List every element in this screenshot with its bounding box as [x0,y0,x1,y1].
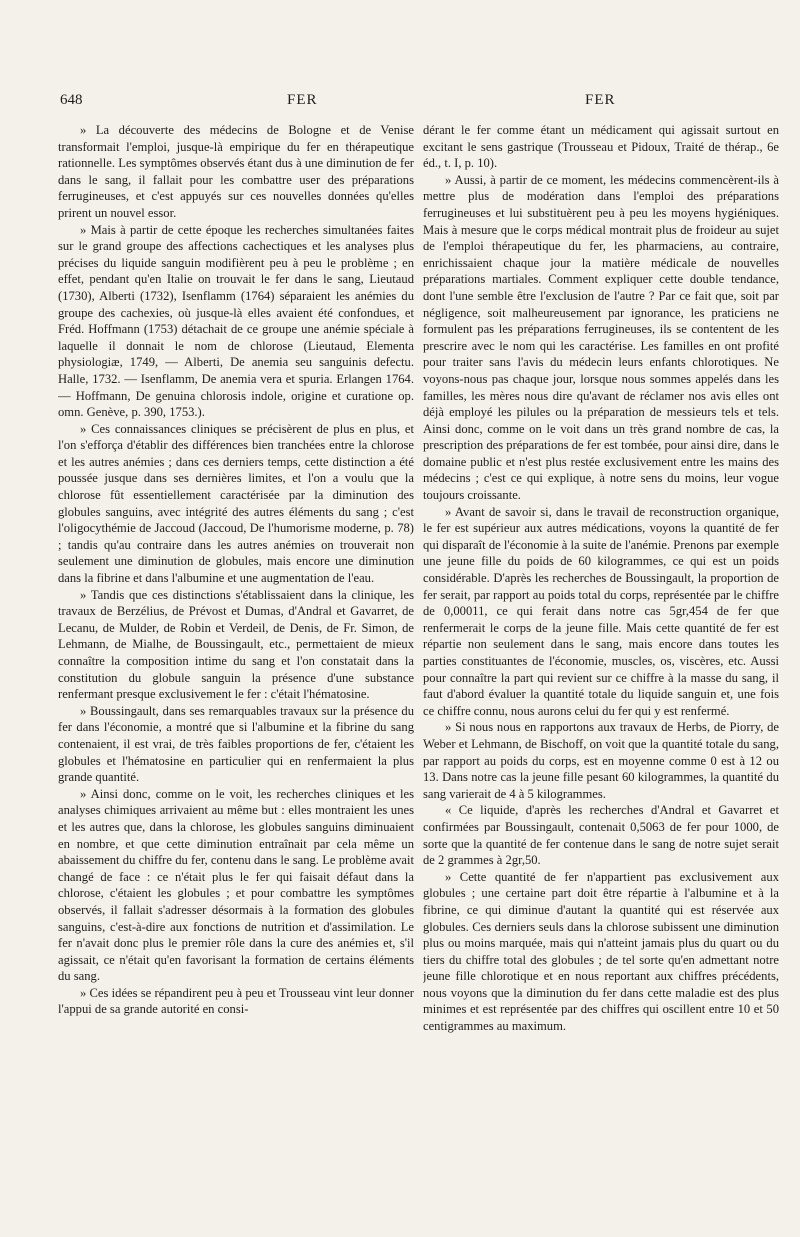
right-column [423,122,779,1142]
paragraph: » Ainsi donc, comme on le voit, les recherches cliniques et les analyses chimiques arrivaient au même but : elles montraient les unes et les autres que, dans la chlorose, les globules sanguins diminuaient en nombre, et que cette diminution entraînait par cela même un abaissement du chiffre du fer, contenu dans le sang. Le problème avait changé de face : ce n'était plus le fer qui faisait défaut dans la chlorose, c'étaient les globules ; et pour combattre les symptômes observés, il fallait s'adresser désormais à la formation des globules sanguins, c'est-à-dire aux fonctions de nutrition et d'assimilation. Le fer n'avait donc plus le premier rôle dans la cure des anémies et, s'il agissait, ce n'était qu'en favorisant la formation de certains éléments du sang. [58,786,414,984]
paragraph: » Ces connaissances cliniques se précisèrent de plus en plus, et l'on s'efforça d'établir des différences bien tranchées entre la chlorose et les autres anémies ; dans ces derniers temps, cette distinction a été poussée jusque dans ses dernières limites, et l'on a voulu que la chlorose fût essentiellement caractérisée par la diminution des globules sanguins, avec intégrité des autres éléments du sang ; c'est l'oligocythémie de Jaccoud (Jaccoud, De l'humorisme moderne, p. 78) ; tandis qu'au contraire dans les autres anémies on trouverait non seulement une diminution de globules, mais encore une diminution dans la fibrine et dans l'albumine et une augmentation de l'eau. [58,421,414,586]
paragraph: « Ce liquide, d'après les recherches d'Andral et Gavarret et confirmées par Boussingault, contenait 0,5063 de fer pour 1000, de sorte que la quantité de fer contenue dans le sang de notre sujet serait de 2 grammes à 2gr,50. [423,803,779,868]
running-head-right: FER [585,92,616,108]
paragraph: » Aussi, à partir de ce moment, les médecins commencèrent-ils à mettre plus de modération dans l'emploi des préparations ferrugineuses et lui substituèrent peu à peu les moyens hygiéniques. Mais à mesure que le corps médical montrait plus de froideur au sujet de l'emploi thérapeutique du fer, les pharmaciens, au contraire, enrichissaient chaque jour la matière médicale de nouvelles préparations martiales. Comment expliquer cette double tendance, dont l'une semble être l'exclusion de l'autre ? Par ce fait que, soit par négligence, soit malheureusement par ignorance, les praticiens ne formulent pas les préparations ferrugineuses, ils se contentent de les prescrire avec le nom qui les caractérise. Les familles en ont profité pour traiter sans l'avis du médecin leurs enfants chlorotiques. Ne voyons-nous pas chaque jour, lorsque nous sommes appelés dans les familles, les mères nous dire qu'avant de réclamer nos avis elles ont déjà employé les pilules ou la préparation de messieurs tels et tels. Ainsi donc, comme on le voit dans un très grand nombre de cas, la prescription des préparations de fer est tombée, pour ainsi dire, dans le domaine public et n'est plus restée exclusivement entre les mains des médecins ; c'est ce qui explique, à notre sens du moins, leur vogue toujours croissante. [423,172,779,503]
paragraph-continued: dérant le fer comme étant un médicament qui agissait surtout en excitant le sens gastrique (Trousseau et Pidoux, Traité de thérap., 6e éd., t. I, p. 10). [423,123,779,171]
paragraph: » La découverte des médecins de Bologne et de Venise transformait l'emploi, jusque-là empirique du fer en thérapeutique rationnelle. Les symptômes observés étant dus à une diminution de fer dans le sang, il fallait pour les combattre user des préparations ferrugineuses, et c'est appuyés sur ces nouvelles données qu'elles prirent un nouvel essor. [58,123,414,220]
paragraph: » Tandis que ces distinctions s'établissaient dans la clinique, les travaux de Berzélius, de Prévost et Dumas, d'Andral et Gavarret, de Lecanu, de Mulder, de Robin et Verdeil, de Denis, de Fr. Simon, de Lehmann, de Mialhe, de Boussingault, etc., permettaient de mieux connaître la composition intime du sang et l'on constatait dans la constitution du globule sanguin la présence d'une substance renfermant presque exclusivement le fer : c'était l'hématosine. [58,587,414,702]
paragraph: » Mais à partir de cette époque les recherches simultanées faites sur le grand groupe des affections cachectiques et les analyses plus précises du liquide sanguin modifièrent peu à peu le problème ; en effet, pendant qu'en Italie on trouvait le fer dans le sang, Lieutaud (1730), Alberti (1732), Isenflamm (1764) séparaient les anémies du groupe des cachexies, où jusque-là elles avaient été confondues, et Fréd. Hoffmann (1753) détachait de ce groupe une anémie spéciale à laquelle il donnait le nom de chlorose (Lieutaud, Elementa physiologiæ, 1749, — Alberti, De anemia seu sanguinis defectu. Halle, 1732. — Isenflamm, De anemia vera et spuria. Erlangen 1764. — Hoffmann, De genuina chlorosis indole, origine et curatione op. omn. Genève, p. 390, 1753.). [58,222,414,420]
paragraph: » Si nous nous en rapportons aux travaux de Herbs, de Piorry, de Weber et Lehmann, de Bischoff, on voit que la quantité totale du sang, par rapport au poids du corps, est en moyenne comme 0 est à 12 ou 13. Dans notre cas la jeune fille pesant 60 kilogrammes, la quantité du sang varierait de 4 à 5 kilogrammes. [423,720,779,801]
left-column [58,122,414,1142]
paragraph: » Ces idées se répandirent peu à peu et Trousseau vint leur donner l'appui de sa grande autorité en consi- [58,985,414,1017]
paragraph: » Cette quantité de fer n'appartient pas exclusivement aux globules ; une certaine part doit être répartie à l'albumine et à la fibrine, ce qui diminue d'autant la quantité qui est réservée aux globules. Ces derniers seuls dans la chlorose subissent une diminution plus ou moins marquée, mais qui n'atteint jamais plus du quart ou du tiers du chiffre total des globules ; de tel sorte qu'en admettant notre jeune fille chlorotique et en nous reportant aux chiffres précédents, nous voyons que la diminution du fer dans cette maladie est des plus minimes et est représentée par des chiffres qui oscillent entre 10 et 50 centigrammes au maximum. [423,869,779,1034]
running-head-left: FER [287,92,318,108]
page-number: 648 [60,92,83,108]
page-header [60,92,760,114]
paragraph: » Avant de savoir si, dans le travail de reconstruction organique, le fer est supérieur aux autres médications, voyons la quantité de fer qui disparaît de l'économie à la suite de l'anémie. Prenons par exemple une jeune fille du poids de 60 kilogrammes, ce qui est un poids considérable. D'après les recherches de Boussingault, la proportion de fer serait, par rapport au poids total du corps, représentée par le chiffre de 0,00011, ce qui ferait dans notre cas 5gr,454 de fer que renfermerait le corps de la jeune fille. Mais cette quantité de fer est répartie non seulement dans le sang, mais encore dans toutes les parties constituantes de l'économie, muscles, os, viscères, etc. Aussi pour connaître la part qui revient sur ce chiffre à la masse du sang, il faut d'abord évaluer la quantité totale du liquide sanguin et, une fois ce chiffre connu, nous aurons celui du fer qui y est renfermé. [423,504,779,718]
paragraph: » Boussingault, dans ses remarquables travaux sur la présence du fer dans l'économie, a montré que si l'albumine et la fibrine du sang contenaient, il est vrai, de très faibles proportions de fer, c'étaient les globules et l'hématosine en particulier qui en renfermaient la plus grande quantité. [58,703,414,785]
